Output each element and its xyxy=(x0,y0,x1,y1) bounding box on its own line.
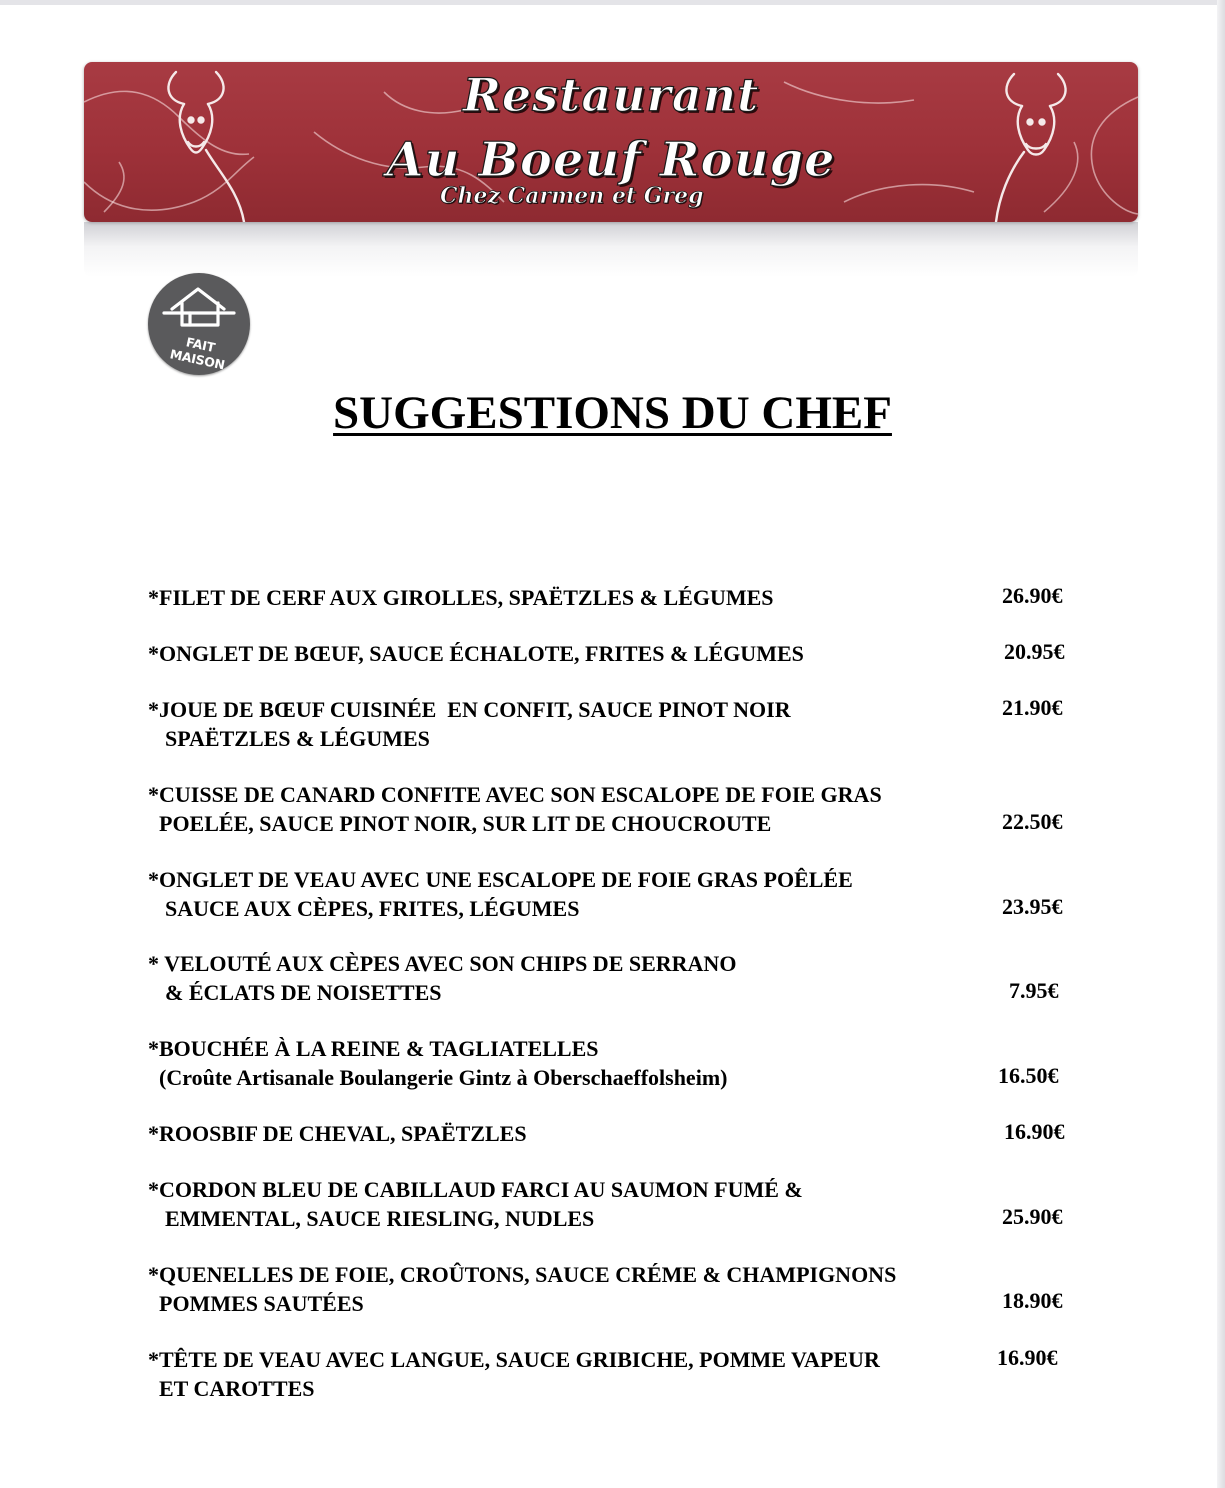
menu-item-price: 26.90€ xyxy=(1002,583,1063,608)
menu-item-line: (Croûte Artisanale Boulangerie Gintz à Oberschaeffolsheim) xyxy=(159,1065,728,1090)
menu-item-price: 16.50€ xyxy=(998,1063,1059,1088)
menu-item xyxy=(148,695,1078,753)
menu-item-line: & ÉCLATS DE NOISETTES xyxy=(165,980,442,1005)
menu-item xyxy=(148,1175,1078,1233)
menu-item-line: *BOUCHÉE À LA REINE & TAGLIATELLES xyxy=(148,1036,599,1061)
menu-item-price: 21.90€ xyxy=(1002,695,1063,720)
menu-item xyxy=(148,949,1078,1007)
top-border xyxy=(0,0,1225,5)
banner-title-line1: Restaurant xyxy=(462,68,760,122)
menu-item-price: 20.95€ xyxy=(1004,639,1065,664)
menu-item-price: 7.95€ xyxy=(1009,978,1059,1003)
menu-item-line: EMMENTAL, SAUCE RIESLING, NUDLES xyxy=(165,1206,595,1231)
menu-item-price: 23.95€ xyxy=(1002,894,1063,919)
menu-item xyxy=(148,1119,1078,1148)
banner-title-line2: Au Boeuf Rouge xyxy=(386,132,836,188)
menu-item-line: * VELOUTÉ AUX CÈPES AVEC SON CHIPS DE SERRANO xyxy=(148,951,737,976)
menu-item-line: *FILET DE CERF AUX GIROLLES, SPAËTZLES & LÉGUMES xyxy=(148,585,774,610)
menu-item xyxy=(148,639,1078,668)
banner-subtitle: Chez Carmen et Greg xyxy=(440,183,704,209)
menu-item-line: ET CAROTTES xyxy=(159,1376,315,1401)
menu-item xyxy=(148,1345,1078,1403)
fait-maison-badge xyxy=(148,273,250,375)
menu-item-line: *ONGLET DE VEAU AVEC UNE ESCALOPE DE FOIE GRAS POÊLÉE xyxy=(148,867,853,892)
menu-item-price: 18.90€ xyxy=(1002,1288,1063,1313)
menu-item-line: *ONGLET DE BŒUF, SAUCE ÉCHALOTE, FRITES & LÉGUMES xyxy=(148,641,804,666)
menu-item xyxy=(148,780,1078,838)
menu-item-line: *TÊTE DE VEAU AVEC LANGUE, SAUCE GRIBICHE, POMME VAPEUR xyxy=(148,1347,880,1372)
menu-item xyxy=(148,583,1078,612)
menu-item-price: 16.90€ xyxy=(1004,1119,1065,1144)
page-title: SUGGESTIONS DU CHEF xyxy=(333,387,892,439)
menu-item-price: 16.90€ xyxy=(997,1345,1058,1370)
restaurant-banner xyxy=(84,62,1138,222)
right-border xyxy=(1217,0,1225,1488)
menu-item-line: *QUENELLES DE FOIE, CROÛTONS, SAUCE CRÉME & CHAMPIGNONS xyxy=(148,1262,897,1287)
menu-item-line: *CUISSE DE CANARD CONFITE AVEC SON ESCALOPE DE FOIE GRAS xyxy=(148,782,882,807)
badge-label: FAIT MAISON xyxy=(168,334,227,373)
menu-item-line: POELÉE, SAUCE PINOT NOIR, SUR LIT DE CHOUCROUTE xyxy=(159,811,772,836)
menu-item-line: *JOUE DE BŒUF CUISINÉE EN CONFIT, SAUCE PINOT NOIR xyxy=(148,697,791,722)
menu-item-line: SPAËTZLES & LÉGUMES xyxy=(165,726,430,751)
menu-item xyxy=(148,1034,1078,1092)
banner-reflection xyxy=(84,222,1138,277)
menu-item-line: *ROOSBIF DE CHEVAL, SPAËTZLES xyxy=(148,1121,527,1146)
menu-item-price: 22.50€ xyxy=(1002,809,1063,834)
menu-item-line: POMMES SAUTÉES xyxy=(159,1291,364,1316)
menu-item-line: *CORDON BLEU DE CABILLAUD FARCI AU SAUMON FUMÉ & xyxy=(148,1177,803,1202)
menu-item xyxy=(148,865,1078,923)
menu-item xyxy=(148,1260,1078,1318)
menu-item-price: 25.90€ xyxy=(1002,1204,1063,1229)
menu-item-line: SAUCE AUX CÈPES, FRITES, LÉGUMES xyxy=(165,896,580,921)
